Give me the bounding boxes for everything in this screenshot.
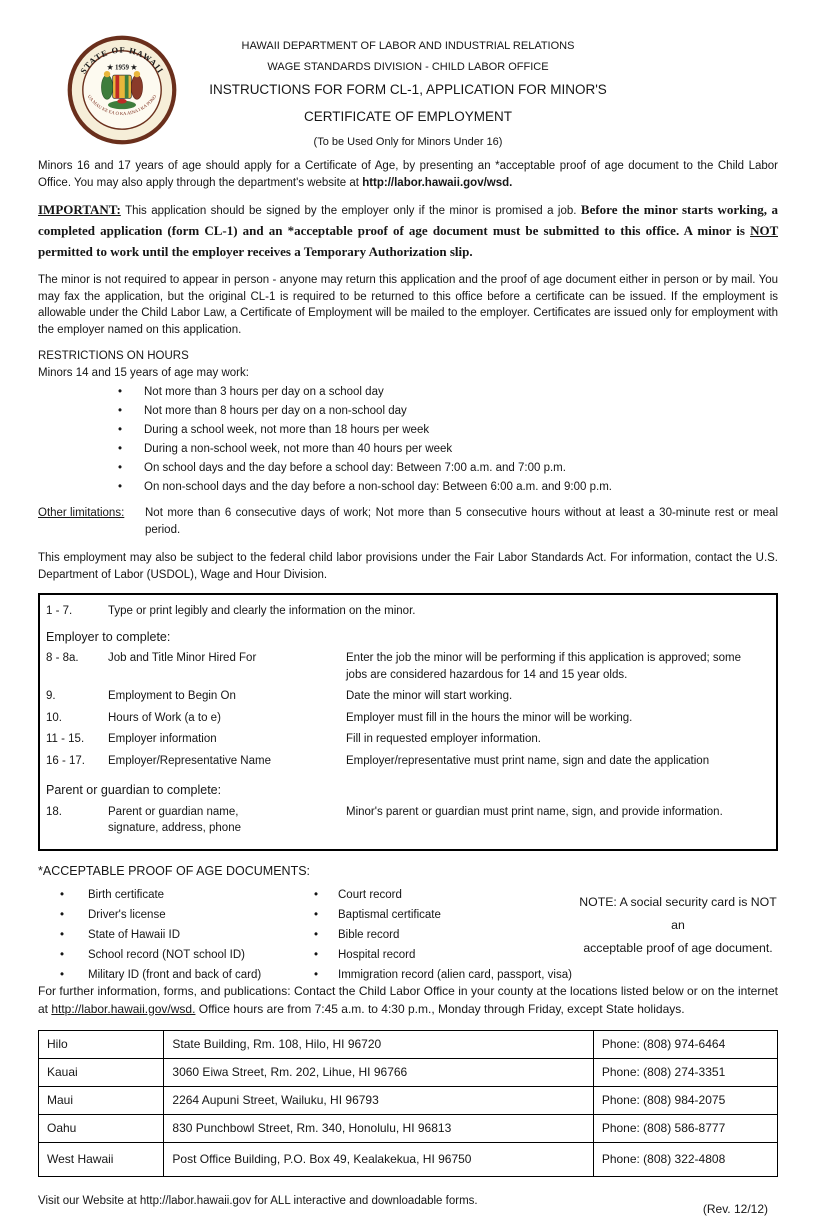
wsd-url-underlined: http://labor.hawaii.gov/wsd. xyxy=(51,1001,196,1016)
bullet-icon: • xyxy=(314,948,319,961)
item-description: Employer must fill in the hours the minor will be working. xyxy=(346,711,633,724)
restriction-item xyxy=(38,460,778,477)
wsd-url-bold: http://labor.hawaii.gov/wsd. xyxy=(362,176,513,189)
doc-text: Hospital record xyxy=(338,948,416,961)
restriction-item xyxy=(38,422,778,439)
revision-label: (Rev. 12/12) xyxy=(702,1202,768,1216)
important-bold-text-2: permitted to work until the employer receives a Temporary Authorization slip. xyxy=(38,244,473,259)
doc-item xyxy=(310,967,578,984)
mail-paragraph: The minor is not required to appear in person - anyone may return this application and the proof of age document either in person or by mail. You may fax the application, but the original CL-1 is required to be returned to this office before a certificate can be issued. If the employment is allowable under the Child Labor Law, a Certificate of Employment will be mailed to the employer. Certificates are issued only for employment with the employer named on this application. xyxy=(38,274,778,336)
office-address: 830 Punchbowl Street, Rm. 340, Honolulu, HI 96813 xyxy=(164,1115,593,1143)
important-bold-text-1: Before the minor starts working, a completed application (form CL-1) and an *acceptable proof of age document must be submitted to this office. A minor is xyxy=(38,202,779,238)
doc-text: Birth certificate xyxy=(88,888,165,901)
item-number: 8 - 8a. xyxy=(46,652,79,664)
item-number: 9. xyxy=(46,690,56,702)
restriction-text: Not more than 8 hours per day on a non-school day xyxy=(144,404,407,417)
doc-text: Military ID (front and back of card) xyxy=(88,968,262,981)
bullet-icon: • xyxy=(118,385,123,398)
header xyxy=(38,30,778,158)
office-county: West Hawaii xyxy=(39,1143,164,1177)
bullet-icon: • xyxy=(314,928,319,941)
parent-heading: Parent or guardian to complete: xyxy=(46,783,222,797)
instruction-row xyxy=(46,603,768,620)
bullet-icon: • xyxy=(118,404,123,417)
state-of-hawaii-seal-icon xyxy=(66,34,178,146)
important-normal-text: This application should be signed by the employer only if the minor is promised a job. xyxy=(120,205,581,217)
restriction-item xyxy=(38,441,778,458)
instruction-row xyxy=(46,710,768,727)
doc-item xyxy=(310,887,578,904)
doc-item xyxy=(310,947,578,964)
intro-text: Minors 16 and 17 years of age should apply for a Certificate of Age, by presenting an *acceptable proof of age document to the Child Labor Office. You may also apply through the department's website at xyxy=(38,160,778,189)
office-county: Kauai xyxy=(39,1059,164,1087)
bullet-icon: • xyxy=(314,968,319,981)
doc-text: Bible record xyxy=(338,928,400,941)
doc-text: State of Hawaii ID xyxy=(88,928,181,941)
office-phone: Phone: (808) 984-2075 xyxy=(593,1087,777,1115)
acceptable-docs-section xyxy=(38,883,778,983)
important-not-underlined: NOT xyxy=(750,223,778,238)
bullet-icon: • xyxy=(314,888,319,901)
acceptable-docs-column-1 xyxy=(38,883,310,983)
item-description: Employer/representative must print name, sign and date the application xyxy=(346,754,710,767)
office-county: Hilo xyxy=(39,1031,164,1059)
instruction-row xyxy=(46,731,768,748)
restriction-text: During a school week, not more than 18 hours per week xyxy=(144,423,430,436)
office-phone: Phone: (808) 586-8777 xyxy=(593,1115,777,1143)
doc-item xyxy=(310,927,578,944)
footer xyxy=(38,1193,778,1218)
restriction-text: On school days and the day before a school day: Between 7:00 a.m. and 7:00 p.m. xyxy=(144,461,566,474)
federal-paragraph: This employment may also be subject to the federal child labor provisions under the Fair Labor Standards Act. For information, contact the U.S. Department of Labor (USDOL), Wage and Hour Division. xyxy=(38,552,778,581)
item-description: Enter the job the minor will be performing if this application is approved; some jobs are considered hazardous for 14 and 15 year olds. xyxy=(346,652,742,681)
restrictions-list xyxy=(38,384,778,496)
office-county: Maui xyxy=(39,1087,164,1115)
ssn-note-line-1: NOTE: A social security card is NOT an xyxy=(579,895,777,932)
office-address: 3060 Eiwa Street, Rm. 202, Lihue, HI 96766 xyxy=(164,1059,593,1087)
header-line-5: (To be Used Only for Minors Under 16) xyxy=(313,136,503,148)
item-number: 10. xyxy=(46,711,62,724)
office-row xyxy=(39,1059,778,1087)
office-address: 2264 Aupuni Street, Wailuku, HI 96793 xyxy=(164,1087,593,1115)
item-label: Hours of Work (a to e) xyxy=(108,711,221,724)
office-phone: Phone: (808) 274-3351 xyxy=(593,1059,777,1087)
office-row xyxy=(39,1031,778,1059)
office-phone: Phone: (808) 974-6464 xyxy=(593,1031,777,1059)
header-line-3: INSTRUCTIONS FOR FORM CL-1, APPLICATION FOR MINOR'S xyxy=(209,82,607,97)
doc-text: Court record xyxy=(338,888,402,901)
doc-item xyxy=(310,907,578,924)
bullet-icon: • xyxy=(60,948,65,961)
further-info-text-after: Office hours are from 7:45 a.m. to 4:30 p.m., Monday through Friday, except State holidays. xyxy=(195,1001,685,1016)
doc-item xyxy=(38,907,310,924)
bullet-icon: • xyxy=(60,928,65,941)
doc-text: Baptismal certificate xyxy=(338,908,441,921)
header-line-2: WAGE STANDARDS DIVISION - CHILD LABOR OFFICE xyxy=(267,61,549,73)
item-description: Minor's parent or guardian must print name, sign, and provide information. xyxy=(346,805,723,818)
item-number: 11 - 15. xyxy=(46,733,85,745)
restrictions-subtitle: Minors 14 and 15 years of age may work: xyxy=(38,366,249,379)
doc-item xyxy=(38,887,310,904)
restrictions-title: RESTRICTIONS ON HOURS xyxy=(38,350,189,362)
other-limitations xyxy=(38,505,778,538)
restriction-text: Not more than 3 hours per day on a school day xyxy=(144,385,384,398)
bullet-icon: • xyxy=(118,461,123,474)
office-row xyxy=(39,1087,778,1115)
bullet-icon: • xyxy=(60,908,65,921)
item-number: 18. xyxy=(46,805,62,818)
item-number: 1 - 7. xyxy=(46,605,73,617)
doc-item xyxy=(38,967,310,984)
bullet-icon: • xyxy=(118,423,123,436)
doc-item xyxy=(38,947,310,964)
office-row xyxy=(39,1143,778,1177)
ssn-note-line-2: acceptable proof of age document. xyxy=(583,941,773,955)
further-info-paragraph xyxy=(38,983,778,1018)
office-phone: Phone: (808) 322-4808 xyxy=(593,1143,777,1177)
bullet-icon: • xyxy=(314,908,319,921)
item-label: Employment to Begin On xyxy=(108,690,236,702)
item-label: Job and Title Minor Hired For xyxy=(108,652,257,664)
office-address: Post Office Building, P.O. Box 49, Kealakekua, HI 96750 xyxy=(164,1143,593,1177)
bullet-icon: • xyxy=(118,442,123,455)
item-number: 16 - 17. xyxy=(46,754,85,767)
instruction-row xyxy=(46,804,768,837)
item-description: Type or print legibly and clearly the information on the minor. xyxy=(108,605,416,617)
seal-year-text: ★ 1959 ★ xyxy=(106,63,138,72)
restriction-text: During a non-school week, not more than 40 hours per week xyxy=(144,442,453,455)
office-county: Oahu xyxy=(39,1115,164,1143)
header-line-1: HAWAII DEPARTMENT OF LABOR AND INDUSTRIAL RELATIONS xyxy=(241,40,575,52)
doc-item xyxy=(38,927,310,944)
restriction-text: On non-school days and the day before a non-school day: Between 6:00 a.m. and 9:00 p.m. xyxy=(144,480,612,493)
doc-text: Driver's license xyxy=(88,908,166,921)
item-description: Fill in requested employer information. xyxy=(346,733,541,745)
instruction-row xyxy=(46,650,768,683)
restriction-item xyxy=(38,403,778,420)
seal-motto-arc-text: UA MAU KE EA O KA AINA I KA PONO xyxy=(85,94,159,118)
employer-heading: Employer to complete: xyxy=(46,629,171,644)
item-description: Date the minor will start working. xyxy=(346,690,513,702)
item-label: Employer information xyxy=(108,733,217,745)
acceptable-docs-column-2 xyxy=(310,883,578,983)
restriction-item xyxy=(38,479,778,496)
ssn-note xyxy=(578,883,778,983)
bullet-icon: • xyxy=(118,480,123,493)
important-label: IMPORTANT: xyxy=(38,202,121,217)
doc-text: School record (NOT school ID) xyxy=(88,948,246,961)
acceptable-docs-title: *ACCEPTABLE PROOF OF AGE DOCUMENTS: xyxy=(38,863,311,878)
item-label: Employer/Representative Name xyxy=(108,754,271,767)
county-offices-table xyxy=(38,1030,778,1177)
footer-website-text: Visit our Website at http://labor.hawaii.gov for ALL interactive and downloadable forms. xyxy=(38,1195,478,1207)
restriction-item xyxy=(38,384,778,401)
bullet-icon: • xyxy=(60,968,65,981)
header-line-4: CERTIFICATE OF EMPLOYMENT xyxy=(303,109,513,124)
bullet-icon: • xyxy=(60,888,65,901)
instruction-row xyxy=(46,688,768,705)
office-row xyxy=(39,1115,778,1143)
seal-top-arc-text: STATE OF HAWAII xyxy=(78,45,166,76)
instructions-box xyxy=(38,593,778,851)
other-limitations-text: Not more than 6 consecutive days of work; Not more than 5 consecutive hours without at least a 30-minute rest or meal period. xyxy=(145,507,778,536)
item-label: Parent or guardian name, signature, address, phone xyxy=(108,805,241,834)
further-info-text: For further information, forms, and publications: Contact the Child Labor Office in your county at the locations listed below or on the internet at xyxy=(38,984,778,1016)
intro-paragraph xyxy=(38,158,778,191)
important-paragraph xyxy=(38,200,778,263)
other-limitations-label: Other limitations: xyxy=(38,507,125,519)
office-address: State Building, Rm. 108, Hilo, HI 96720 xyxy=(164,1031,593,1059)
doc-text: Immigration record (alien card, passport, visa) xyxy=(338,968,572,981)
instruction-row xyxy=(46,753,768,770)
